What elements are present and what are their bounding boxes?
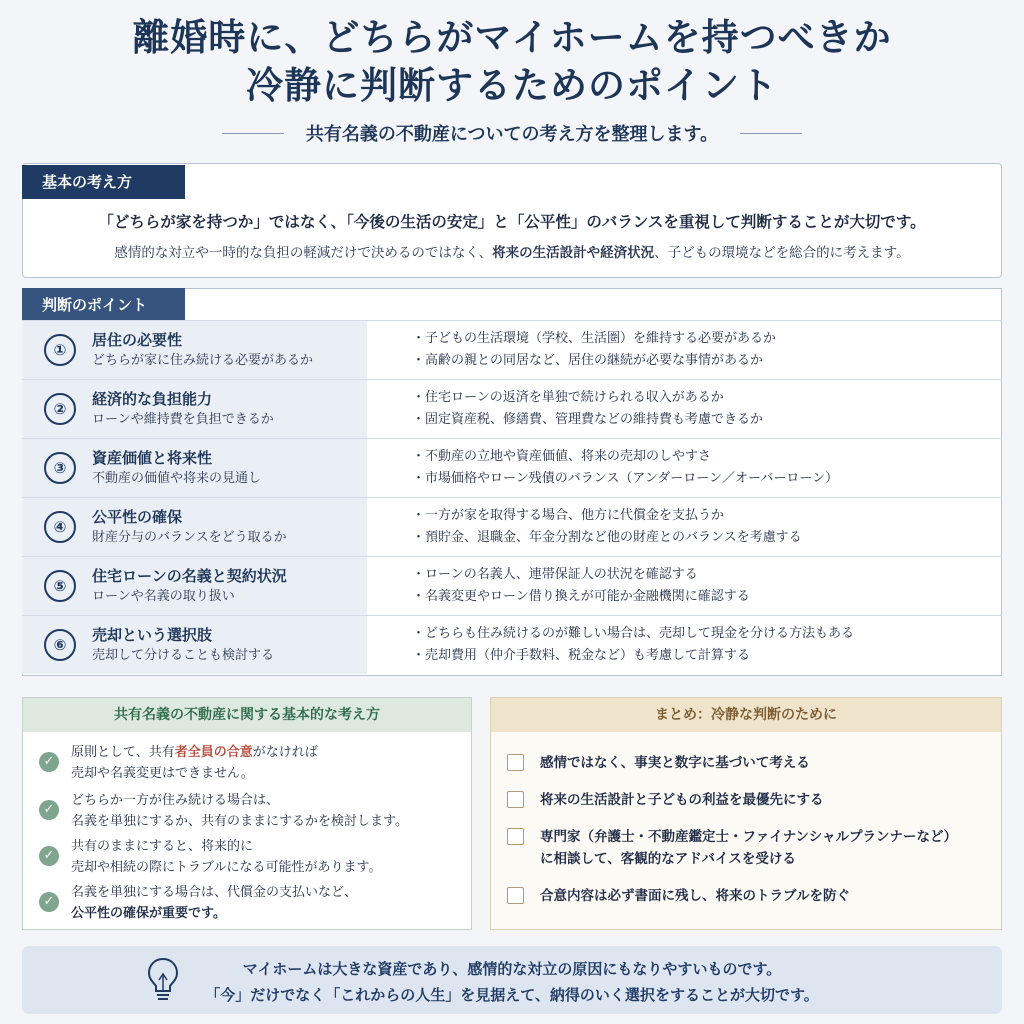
checkbox-icon[interactable]: [507, 754, 524, 771]
point-title: 資産価値と将来性: [92, 449, 213, 467]
co-ownership-item-line1: どちらか一方が住み続ける場合は、: [71, 793, 280, 808]
point-subtitle: どちらが家に住み続ける必要があるか: [92, 353, 314, 368]
check-icon: ✓: [39, 846, 59, 866]
summary-item: [507, 826, 957, 870]
subtitle-divider-right: [740, 133, 802, 134]
point-bullet: ・市場価格やローン残債のバランス（アンダーローン／オーバーローン）: [412, 471, 839, 486]
point-number-badge: ①: [44, 334, 76, 366]
co-ownership-item-line1: 共有のままにすると、将来的に: [71, 839, 254, 854]
check-icon: ✓: [39, 752, 59, 772]
co-ownership-item-line2: 公平性の確保が重要です。: [71, 906, 226, 921]
basic-concept-line2: 感情的な対立や一時的な負担の軽減だけで決めるのではなく、将来の生活設計や経済状況、子どもの環境などを総合的に考えます。: [114, 245, 910, 261]
subtitle: 共有名義の不動産についての考え方を整理します。: [305, 124, 719, 145]
co-ownership-item: [39, 742, 318, 784]
summary-item: [507, 752, 810, 774]
point-title: 居住の必要性: [92, 331, 183, 349]
point-row: [22, 497, 1002, 556]
checkbox-icon[interactable]: [507, 828, 524, 845]
point-bullet: ・預貯金、退職金、年金分割など他の財産とのバランスを考慮する: [412, 530, 802, 545]
point-row: [22, 556, 1002, 615]
point-bullet: ・ローンの名義人、連帯保証人の状況を確認する: [412, 567, 698, 582]
co-ownership-item-line1: 原則として、共有者全員の合意がなければ: [71, 745, 318, 760]
point-bullet: ・一方が家を取得する場合、他方に代償金を支払うか: [412, 508, 725, 523]
co-ownership-heading: 共有名義の不動産に関する基本的な考え方: [23, 698, 471, 732]
subtitle-divider-left: [222, 133, 284, 134]
point-number-badge: ⑥: [44, 629, 76, 661]
summary-panel: [490, 697, 1002, 930]
co-ownership-item: [39, 882, 357, 924]
point-title: 売却という選択肢: [92, 626, 213, 644]
point-bullet: ・売却費用（仲介手数料、税金など）も考慮して計算する: [412, 648, 751, 663]
co-ownership-item-line2: 売却や名義変更はできません。: [71, 766, 254, 781]
points-tab: 判断のポイント: [22, 288, 185, 322]
checkbox-icon[interactable]: [507, 791, 524, 808]
page-title-line2: 冷静に判断するためのポイント: [246, 64, 778, 107]
point-subtitle: ローンや名義の取り扱い: [92, 589, 235, 604]
basic-concept-tab: 基本の考え方: [22, 165, 185, 199]
point-bullet: ・名義変更やローン借り換えが可能か金融機関に確認する: [412, 589, 750, 604]
summary-item-text: 将来の生活設計と子どもの利益を最優先にする: [540, 792, 824, 808]
point-subtitle: ローンや維持費を負担できるか: [92, 412, 274, 427]
summary-item: [507, 885, 850, 907]
point-number-badge: ⑤: [44, 570, 76, 602]
check-icon: ✓: [39, 800, 59, 820]
footer-message: [22, 946, 1002, 1014]
point-subtitle: 不動産の価値や将来の見通し: [92, 471, 262, 486]
point-bullet: ・住宅ローンの返済を単独で続けられる収入があるか: [412, 390, 724, 405]
summary-item-text: 合意内容は必ず書面に残し、将来のトラブルを防ぐ: [540, 888, 850, 904]
point-row: [22, 438, 1002, 497]
summary-item-text: に相談して、客観的なアドバイスを受ける: [540, 851, 796, 867]
co-ownership-item: [39, 790, 408, 832]
point-row: [22, 615, 1002, 674]
summary-item: [507, 789, 824, 811]
summary-heading: まとめ：冷静な判断のために: [491, 698, 1001, 732]
basic-concept-line1: 「どちらが家を持つか」ではなく、「今後の生活の安定」と「公平性」のバランスを重視して判断することが大切です。: [98, 213, 926, 231]
point-subtitle: 財産分与のバランスをどう取るか: [92, 530, 287, 545]
point-number-badge: ②: [44, 393, 76, 425]
footer-line2: 「今」だけでなく「これからの人生」を見据えて、納得のいく選択をすることが大切です。: [205, 986, 819, 1004]
co-ownership-item-line1: 名義を単独にする場合は、代償金の支払いなど、: [71, 885, 358, 900]
point-number-badge: ④: [44, 511, 76, 543]
checkbox-icon[interactable]: [507, 887, 524, 904]
check-icon: ✓: [39, 892, 59, 912]
summary-item-text: 感情ではなく、事実と数字に基づいて考える: [540, 755, 810, 771]
point-title: 住宅ローンの名義と契約状況: [92, 567, 287, 585]
point-bullet: ・どちらも住み続けるのが難しい場合は、売却して現金を分ける方法もある: [412, 626, 855, 641]
co-ownership-item: [39, 836, 381, 878]
point-bullet: ・固定資産税、修繕費、管理費などの維持費も考慮できるか: [412, 412, 764, 427]
point-number-badge: ③: [44, 452, 76, 484]
point-title: 経済的な負担能力: [92, 390, 213, 408]
point-title: 公平性の確保: [92, 508, 183, 526]
subtitle-row: [0, 118, 1024, 148]
co-ownership-item-line2: 売却や相続の際にトラブルになる可能性があります。: [71, 860, 382, 875]
point-row: [22, 320, 1002, 379]
point-bullet: ・子どもの生活環境（学校、生活圏）を維持する必要があるか: [412, 331, 777, 346]
co-ownership-panel: [22, 697, 472, 930]
summary-item-text: 専門家（弁護士・不動産鑑定士・ファイナンシャルプランナーなど）: [540, 829, 957, 845]
page-title-line1: 離婚時に、どちらがマイホームを持つべきか: [132, 16, 892, 59]
footer-line1: マイホームは大きな資産であり、感情的な対立の原因にもなりやすいものです。: [242, 960, 782, 978]
point-bullet: ・高齢の親との同居など、居住の継続が必要な事情があるか: [412, 353, 764, 368]
co-ownership-item-line2: 名義を単独にするか、共有のままにするかを検討します。: [71, 814, 408, 829]
point-bullet: ・不動産の立地や資産価値、将来の売却のしやすさ: [412, 449, 712, 464]
point-subtitle: 売却して分けることも検討する: [92, 648, 275, 663]
point-row: [22, 379, 1002, 438]
